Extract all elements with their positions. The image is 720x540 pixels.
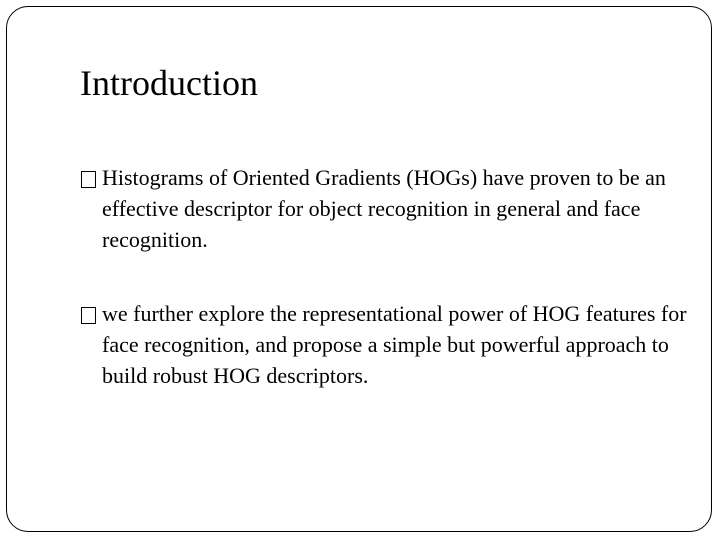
box-bullet-icon [81, 171, 96, 188]
box-bullet-icon [81, 307, 96, 324]
bullet-item [81, 162, 691, 255]
slide-title: Introduction [80, 63, 258, 103]
bullet-item [81, 298, 691, 391]
bullet-text: we further explore the representational power of HOG features for face recognition, and propose a simple but powerful approach to build robust HOG descriptors. [102, 301, 687, 388]
slide-frame [6, 6, 712, 532]
bullet-text: Histograms of Oriented Gradients (HOGs) have proven to be an effective descriptor for object recognition in general and face recognition. [102, 165, 666, 252]
bullet-list [81, 162, 691, 434]
